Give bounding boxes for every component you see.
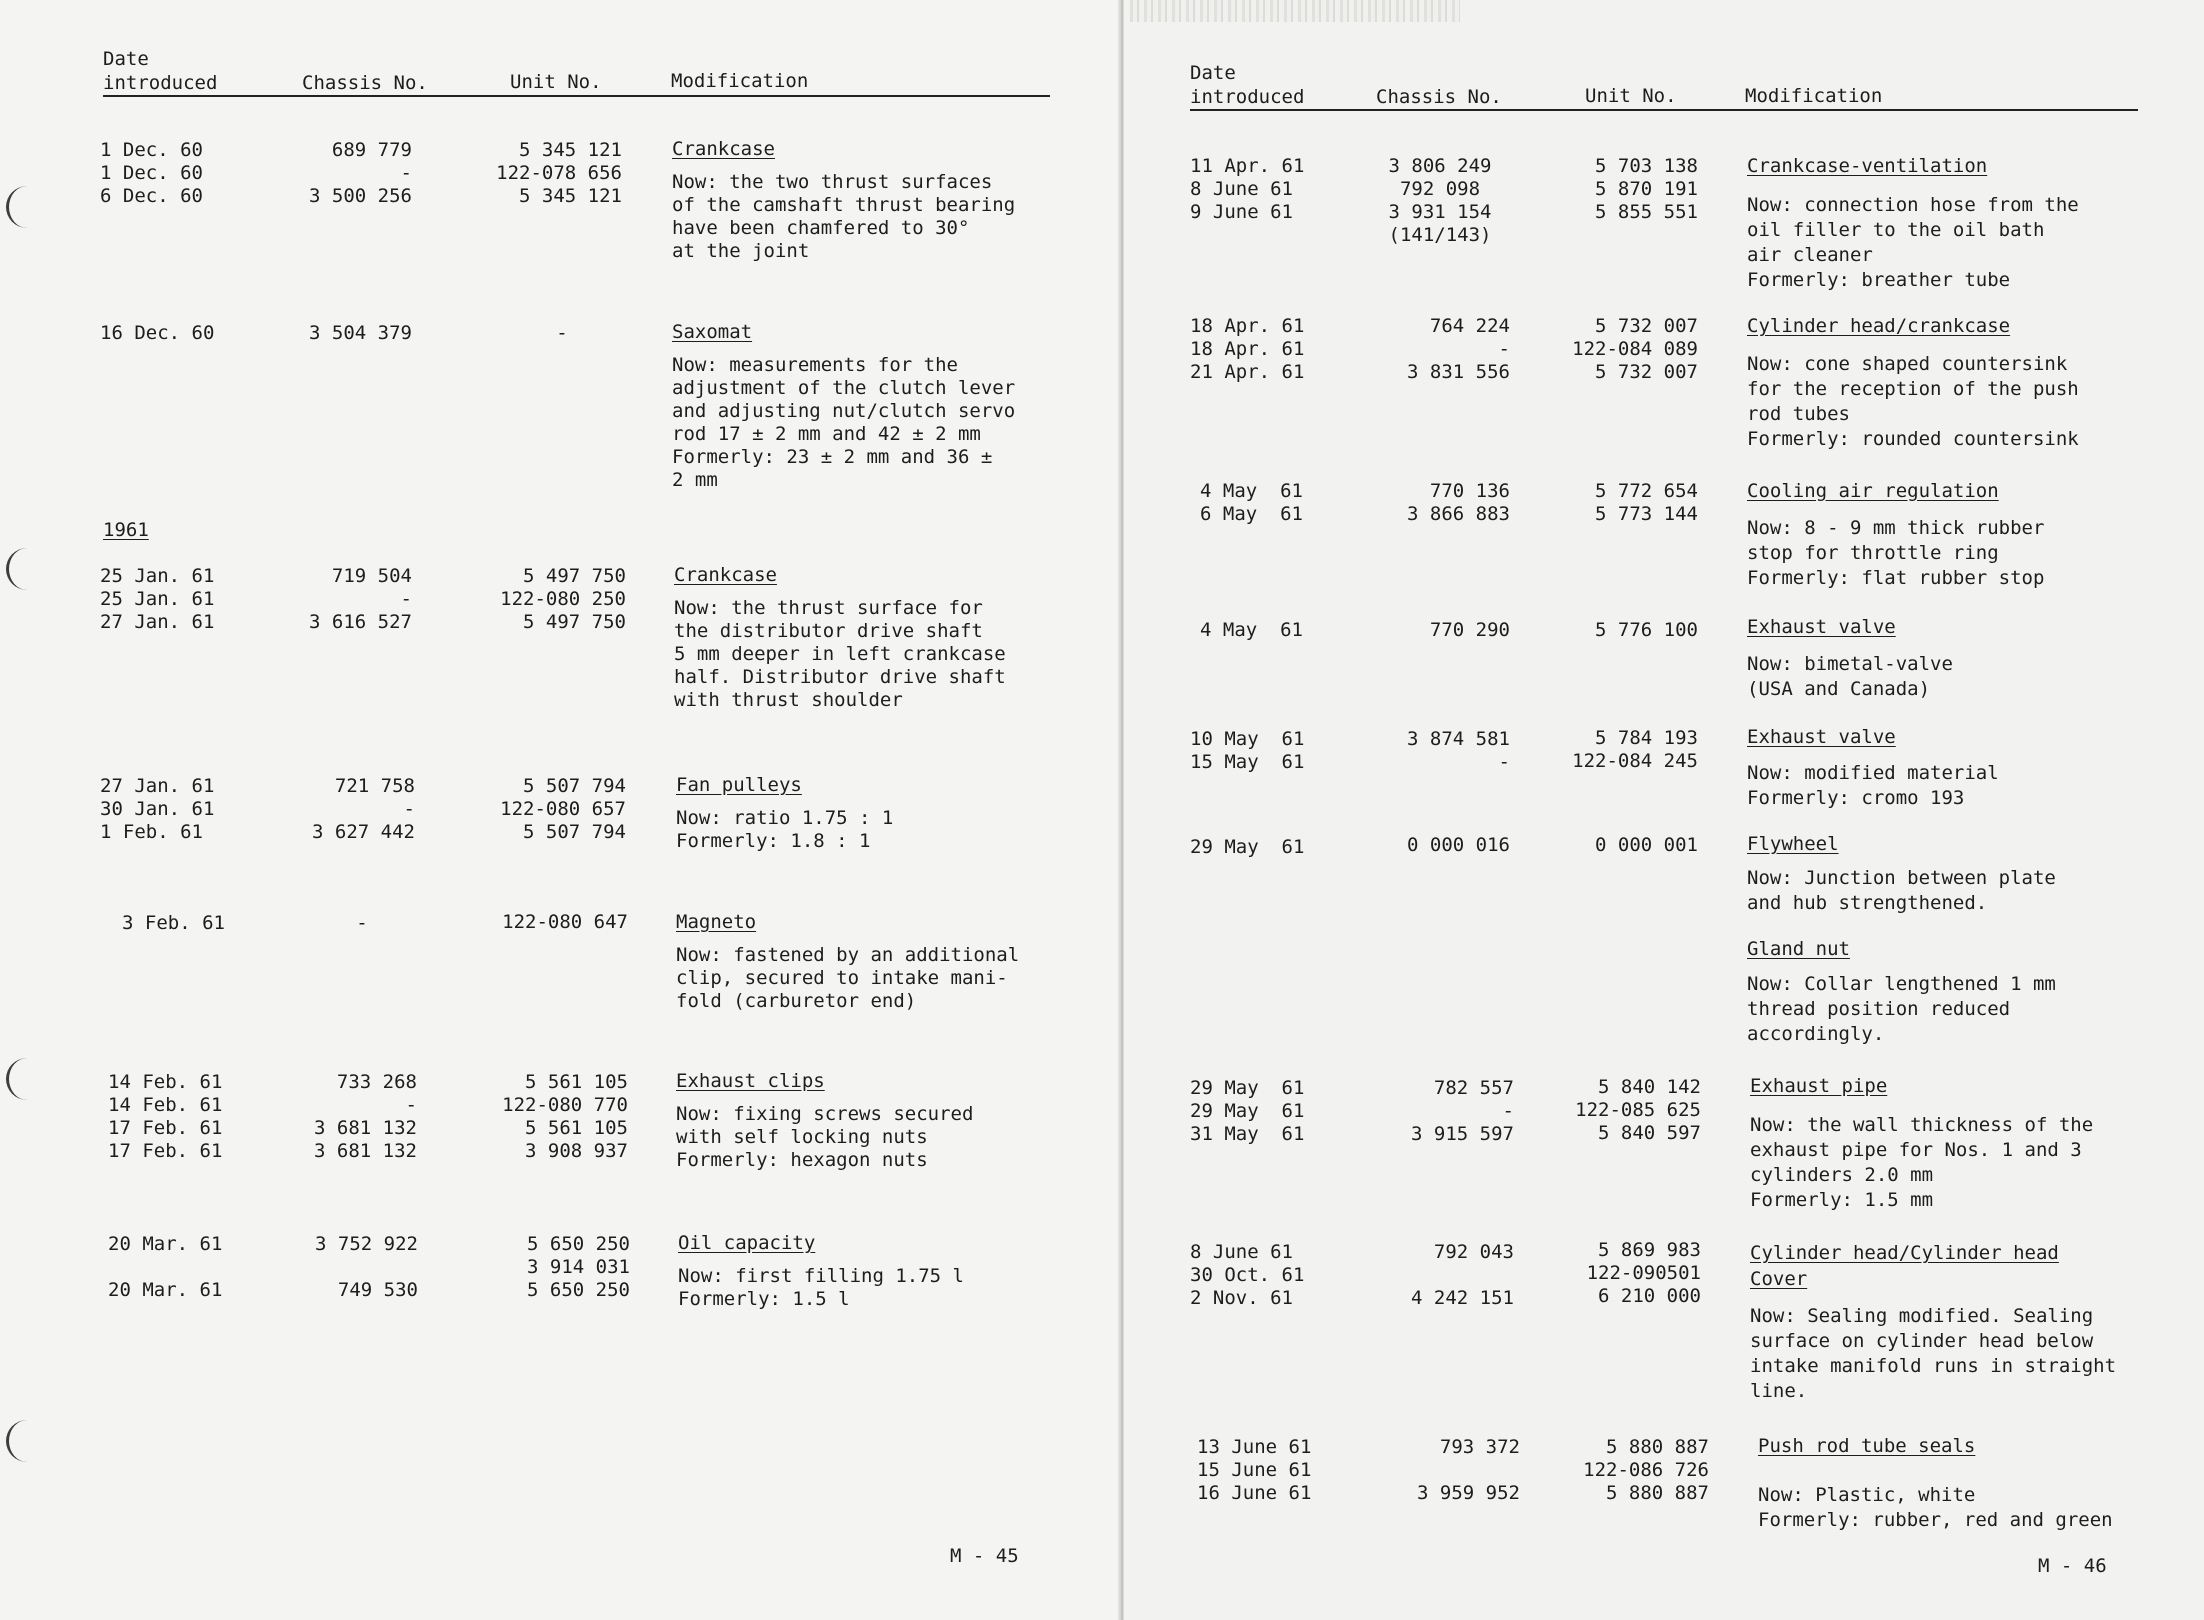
header-date: Date introduced [1190,62,1305,108]
entry-chassis: 764 224 - 3 831 556 [1407,315,1510,383]
entry-units: 5 880 887 122-086 726 5 880 887 [1583,1436,1709,1504]
entry-title: Push rod tube seals [1758,1435,1976,1457]
entry-description: Now: connection hose from the oil filler to the oil bath air cleaner Formerly: breather tube [1747,194,2079,291]
entry-description: Now: cone shaped countersink for the reception of the push rod tubes Formerly: rounded countersink [1747,353,2079,450]
entry-title: Magneto [676,911,757,933]
entry-chassis: 770 290 [1429,619,1510,641]
entry-description: Now: bimetal-valve (USA and Canada) [1747,653,1953,700]
entry-chassis: 782 557 - 3 915 597 [1411,1077,1514,1145]
entry-units: - [556,322,568,344]
header-chassis: Chassis No. [302,72,428,94]
entry-title: Flywheel [1747,833,1839,855]
header-unit: Unit No. [1585,85,1677,107]
entry-dates: 4 May 61 [1200,619,1303,641]
entry-title: Fan pulleys [676,774,802,796]
header-modification: Modification [671,70,809,92]
entry-units: 5 732 007 122-084 089 5 732 007 [1572,315,1698,383]
entry-description: Now: Collar lengthened 1 mm thread position reduced accordingly. [1747,973,2056,1045]
entry-dates: 18 Apr. 61 18 Apr. 61 21 Apr. 61 [1190,315,1305,383]
page-number: M - 46 [2038,1555,2107,1577]
entry-chassis: 3 874 581 - [1407,728,1510,773]
right-page [1124,0,2204,1620]
entry-description: Now: Junction between plate and hub strengthened. [1747,867,2056,914]
entry-units: 122-080 647 [502,911,628,933]
entry-title: Exhaust valve [1747,726,1896,748]
entry-chassis: 721 758 - 3 627 442 [312,775,415,843]
entry-chassis: 3 752 922 749 530 [315,1233,418,1301]
entry-units: 5 507 794 122-080 657 5 507 794 [500,775,626,843]
entry-units: 5 840 142 122-085 625 5 840 597 [1575,1076,1701,1144]
entry-title: Exhaust pipe [1750,1075,1888,1097]
entry-units: 5 561 105 122-080 770 5 561 105 3 908 937 [502,1071,628,1162]
entry-title: Exhaust valve [1747,616,1896,638]
entry-title: Crankcase [672,138,775,160]
entry-units: 5 869 983 122-090501 6 210 000 [1586,1239,1701,1307]
entry-description: Now: the wall thickness of the exhaust pipe for Nos. 1 and 3 cylinders 2.0 mm Formerly: 1.5 mm [1750,1114,2094,1211]
entry-title: Cylinder head/crankcase [1747,315,2011,337]
entry-dates: 16 Dec. 60 [100,322,215,344]
entry-chassis: 793 372 3 959 952 [1417,1436,1520,1504]
entry-title: Crankcase-ventilation [1747,155,1988,177]
entry-dates: 10 May 61 15 May 61 [1190,728,1305,773]
entry-title: Gland nut [1747,938,1850,960]
header-rule [1190,109,2138,111]
scan-speckle [1130,0,1460,22]
entry-dates: 1 Dec. 60 1 Dec. 60 6 Dec. 60 [100,139,203,207]
entry-dates: 29 May 61 [1190,836,1305,858]
punch-hole-mark [6,548,35,590]
entry-chassis: 3 806 249 792 098 3 931 154 (141/143) [1388,155,1492,246]
entry-dates: 14 Feb. 61 14 Feb. 61 17 Feb. 61 17 Feb. 61 [108,1071,223,1162]
entry-description: Now: ratio 1.75 : 1 Formerly: 1.8 : 1 [676,807,894,852]
entry-units: 5 784 193 122-084 245 [1572,727,1698,772]
header-unit: Unit No. [510,71,602,93]
entry-units: 5 650 250 3 914 031 5 650 250 [527,1233,630,1301]
punch-hole-mark [6,186,35,228]
entry-units: 5 345 121 122-078 656 5 345 121 [496,139,622,207]
header-date: Date introduced [103,48,218,94]
entry-title: Cylinder head/Cylinder head Cover [1750,1242,2059,1290]
entry-dates: 20 Mar. 61 20 Mar. 61 [108,1233,223,1301]
entry-chassis: 792 043 4 242 151 [1411,1241,1514,1309]
entry-title: Oil capacity [678,1232,816,1254]
header-modification: Modification [1745,85,1883,107]
entry-units: 5 776 100 [1595,619,1698,641]
entry-chassis: 0 000 016 [1407,834,1510,856]
entry-chassis: 770 136 3 866 883 [1407,480,1510,525]
entry-chassis: 733 268 - 3 681 132 3 681 132 [314,1071,417,1162]
entry-dates: 25 Jan. 61 25 Jan. 61 27 Jan. 61 [100,565,215,633]
entry-dates: 3 Feb. 61 [122,912,225,934]
entry-title: Exhaust clips [676,1070,825,1092]
entry-description: Now: fixing screws secured with self locking nuts Formerly: hexagon nuts [676,1103,974,1171]
entry-description: Now: Plastic, white Formerly: rubber, red and green [1758,1484,2113,1531]
entry-title: Crankcase [674,564,777,586]
entry-dates: 4 May 61 6 May 61 [1200,480,1303,525]
page-number: M - 45 [950,1545,1019,1567]
entry-title: Cooling air regulation [1747,480,1999,502]
entry-units: 5 497 750 122-080 250 5 497 750 [500,565,626,633]
entry-description: Now: measurements for the adjustment of the clutch lever and adjusting nut/clutch servo rod 17 ± 2 mm and 42 ± 2 mm Formerly: 23 ± 2 mm and 36 ± 2 mm [672,354,1016,491]
header-rule [103,95,1050,97]
entry-dates: 27 Jan. 61 30 Jan. 61 1 Feb. 61 [100,775,215,843]
entry-chassis: 3 504 379 [309,322,412,344]
entry-description: Now: fastened by an additional clip, secured to intake mani- fold (carburetor end) [676,944,1020,1012]
entry-units: 5 703 138 5 870 191 5 855 551 [1595,155,1698,223]
entry-dates: 13 June 61 15 June 61 16 June 61 [1197,1436,1312,1504]
entry-dates: 29 May 61 29 May 61 31 May 61 [1190,1077,1305,1145]
entry-dates: 8 June 61 30 Oct. 61 2 Nov. 61 [1190,1241,1305,1309]
entry-description: Now: Sealing modified. Sealing surface on cylinder head below intake manifold runs in straight line. [1750,1305,2117,1402]
year-heading: 1961 [103,519,149,541]
entry-description: Now: first filling 1.75 l Formerly: 1.5 l [678,1265,964,1310]
entry-title: Saxomat [672,321,753,343]
entry-chassis: 719 504 - 3 616 527 [309,565,412,633]
entry-chassis: 689 779 - 3 500 256 [309,139,412,207]
entry-chassis: - [356,912,368,934]
entry-units: 0 000 001 [1595,834,1698,856]
entry-description: Now: the thrust surface for the distributor drive shaft 5 mm deeper in left crankcase half. Distributor drive shaft with thrust shoulder [674,597,1006,711]
header-chassis: Chassis No. [1376,86,1502,108]
entry-description: Now: modified material Formerly: cromo 193 [1747,762,1999,809]
entry-units: 5 772 654 5 773 144 [1595,480,1698,525]
entry-description: Now: the two thrust surfaces of the camshaft thrust bearing have been chamfered to 30° at the joint [672,171,1016,262]
entry-dates: 11 Apr. 61 8 June 61 9 June 61 [1190,155,1305,223]
entry-description: Now: 8 - 9 mm thick rubber stop for throttle ring Formerly: flat rubber stop [1747,517,2045,589]
punch-hole-mark [6,1058,35,1100]
punch-hole-mark [6,1420,35,1462]
